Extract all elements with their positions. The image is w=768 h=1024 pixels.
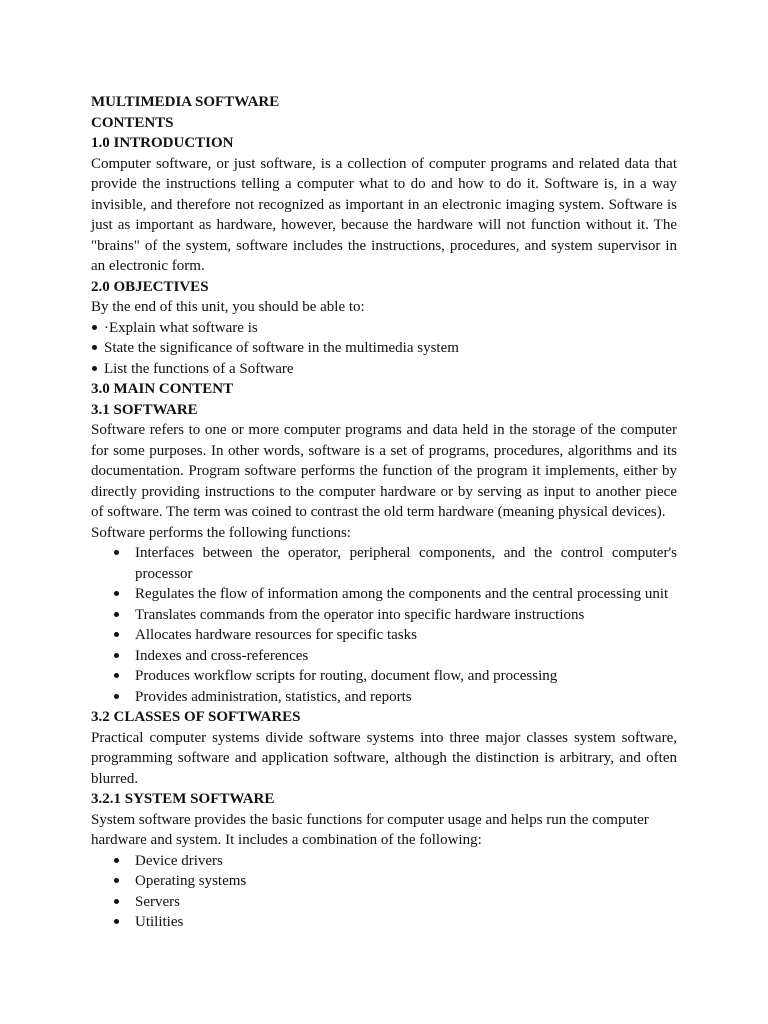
system-software-heading: 3.2.1 SYSTEM SOFTWARE [91,791,275,807]
functions-lead: Software performs the following functions: [91,524,351,541]
list-item: Translates commands from the operator into specific hardware instructions [91,605,677,626]
list-item: Indexes and cross-references [91,646,677,667]
list-item: Operating systems [91,871,677,892]
list-item: List the functions of a Software [91,359,677,380]
software-heading: 3.1 SOFTWARE [91,401,198,418]
list-item: Servers [91,892,677,913]
contents-label: CONTENTS [91,114,174,131]
software-paragraph: Software refers to one or more computer programs and data held in the storage of the computer for some purposes. In other words, software is a set of programs, procedures, algorithms and its documentation. Program software performs the function of the program it implements, either by directly providing instructions to the computer hardware or by serving as input to another piece of software. The term was coined to contrast the old term hardware (meaning physical devices). [91,422,677,520]
main-content-heading: 3.0 MAIN CONTENT [91,381,234,397]
list-item: Interfaces between the operator, peripheral components, and the control computer's processor [91,543,677,584]
intro-paragraph: Computer software, or just software, is a collection of computer programs and related data that provide the instructions telling a computer what to do and how to do it. Software is, in a way invisible, and therefore not recognized as important in an electronic imaging system. Software is just as important as hardware, however, because the hardware will not function without it. The "brains" of the system, software includes the instructions, procedures, and system supervisor in an electronic form. [91,155,677,274]
functions-list [91,543,677,707]
list-item: Allocates hardware resources for specific tasks [91,625,677,646]
list-item: State the significance of software in the multimedia system [91,338,677,359]
objectives-heading: 2.0 OBJECTIVES [91,278,209,295]
list-item: Utilities [91,912,677,933]
classes-heading: 3.2 CLASSES OF SOFTWARES [91,709,301,725]
list-item: Provides administration, statistics, and reports [91,687,677,708]
list-item: ·Explain what software is [91,318,677,339]
document-title: MULTIMEDIA SOFTWARE [91,94,280,110]
intro-heading: 1.0 INTRODUCTION [91,135,234,151]
list-item: Produces workflow scripts for routing, document flow, and processing [91,666,677,687]
system-software-list [91,851,677,933]
list-item: Device drivers [91,851,677,872]
list-item: Regulates the flow of information among the components and the central processing unit [91,584,677,605]
system-software-paragraph: System software provides the basic functions for computer usage and helps run the computer hardware and system. It includes a combination of the following: [91,811,649,848]
objectives-lead: By the end of this unit, you should be able to: [91,299,365,315]
objectives-list [91,318,677,380]
classes-paragraph: Practical computer systems divide software systems into three major classes system software, programming software and application software, although the distinction is arbitrary, and often blurred. [91,729,677,787]
